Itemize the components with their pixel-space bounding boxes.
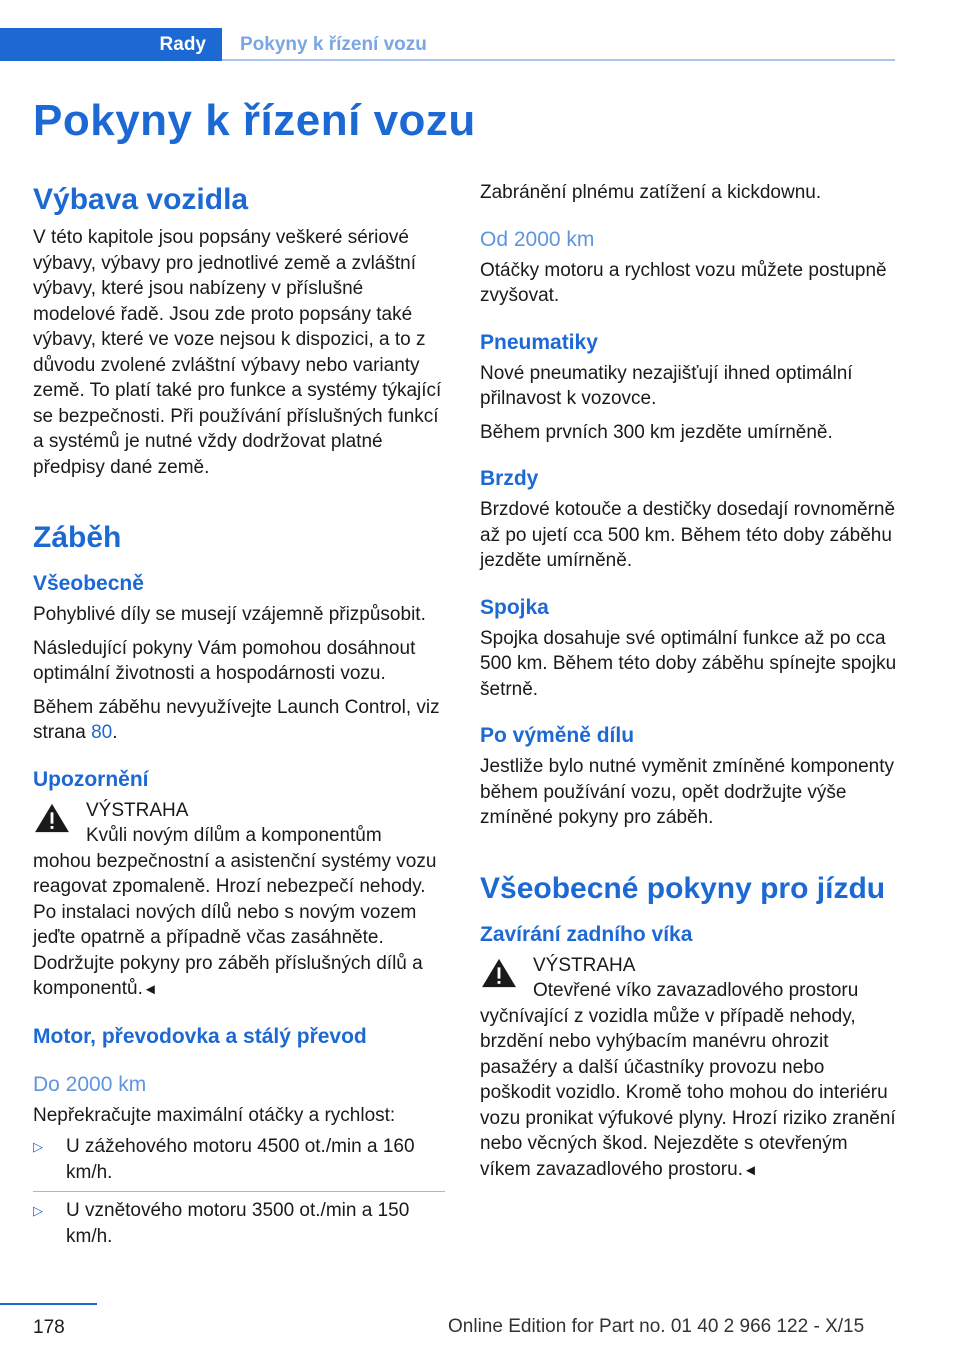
general-paragraph-1: Pohyblivé díly se musejí vzájemně přizpůsobit. (33, 604, 426, 625)
page-header (0, 28, 895, 61)
subsection-title-engine: Motor, převodovka a stálý převod (33, 1024, 367, 1048)
footer-divider (0, 1303, 97, 1305)
warning-label: VÝSTRAHA (86, 799, 189, 821)
subsection-title-tailgate: Zavírání zadního víka (480, 922, 693, 946)
subsection-title-tires: Pneumatiky (480, 330, 598, 354)
right-column (480, 180, 900, 1191)
page-title: Pokyny k řízení vozu (33, 96, 476, 145)
warning-text (33, 823, 445, 1003)
list-item (33, 1128, 445, 1192)
list-item (33, 1192, 445, 1255)
warning-box-tailgate (480, 953, 900, 1184)
warning-triangle-icon (480, 957, 518, 989)
section-title-break-in: Záběh (33, 521, 122, 554)
clutch-text: Spojka dosahuje své optimální funkce až po cca 500 km. Během této doby záběhu spínejte spojku šetrně. (480, 627, 897, 700)
subsection-title-clutch: Spojka (480, 595, 549, 619)
subsection-title-general: Všeobecně (33, 572, 144, 595)
after-replacement-text: Jestliže bylo nutné vyměnit zmíněné komponenty během používání vozu, opět dodržujte výše zmíněné pokyny pro záběh. (480, 756, 894, 828)
bullet-triangle-icon: ▷ (33, 1139, 43, 1154)
general-paragraph-2: Následující pokyny Vám pomohou dosáhnout optimální životnosti a hospodárnosti vozu. (33, 637, 416, 684)
section-title-equipment: Výbava vozidla (33, 183, 249, 216)
tires-paragraph-1: Nové pneumatiky nezajišťují ihned optimální přilnavost k vozovce. (480, 362, 853, 409)
bullet-triangle-icon: ▷ (33, 1203, 43, 1218)
tires-paragraph-2: Během prvních 300 km jezděte umírněně. (480, 421, 833, 443)
warning-text-body: Otevřené víko zavazadlového prostoru vyčnívající z vozidla může v případě nehody, brzdění nebo vyhýbacím manévru ohrozit pasažéry a další účastníky provozu nebo poškodit vozidlo. Kromě toho mohou do interiéru vozu pronikat výfukové plyny. Hrozí riziko zranění nebo věcných škod. Nejezděte s otevřeným víkem zavazadlového prostoru. (480, 980, 896, 1180)
header-tab[interactable]: Rady (0, 28, 222, 61)
subsubsection-title-from-2000km: Od 2000 km (480, 227, 595, 251)
general-paragraph-3 (33, 695, 445, 746)
breadcrumb[interactable]: Pokyny k řízení vozu (240, 34, 427, 55)
rpm-limit-list (33, 1128, 445, 1255)
list-item-text: U vznětového motoru 3500 ot./min a 150 km/h. (66, 1200, 410, 1247)
page-reference-link[interactable]: 80 (91, 722, 113, 743)
warning-text-body: Kvůli novým dílům a komponentům mohou bezpečnostní a asistenční systémy vozu reagovat zpomaleně. Hrozí nebezpečí nehody. Po instalaci nových dílů nebo s novým vozem jeďte opatrně a případně včas zasáhněte. Dodržujte pokyny pro záběh příslušných dílů a komponentů. (33, 825, 437, 999)
sentence-end: . (112, 722, 118, 743)
launch-control-text: Během záběhu nevyužívejte Launch Control, viz strana (33, 696, 440, 743)
engine-intro: Nepřekračujte maximální otáčky a rychlost: (33, 1104, 396, 1126)
subsubsection-title-to-2000km: Do 2000 km (33, 1072, 147, 1096)
warning-label: VÝSTRAHA (533, 954, 636, 976)
header-divider (222, 59, 895, 61)
page-number: 178 (33, 1317, 65, 1338)
left-column (33, 180, 445, 1255)
warning-box-break-in (33, 798, 445, 1003)
subsection-title-after-replacement: Po výměně dílu (480, 724, 635, 747)
end-mark-icon: ◄ (142, 981, 158, 998)
subsection-title-notice: Upozornění (33, 767, 149, 791)
kickdown-paragraph: Zabránění plnému zatížení a kickdownu. (480, 182, 822, 203)
edition-footer: Online Edition for Part no. 01 40 2 966 122 - X/15 (448, 1316, 865, 1337)
warning-triangle-icon (33, 802, 71, 834)
end-mark-icon: ◄ (742, 1161, 758, 1179)
subsection-title-brakes: Brzdy (480, 467, 539, 490)
section-title-driving-tips: Všeobecné pokyny pro jízdu (480, 871, 886, 905)
equipment-text: V této kapitole jsou popsány veškeré sériové výbavy, výbavy pro jednotlivé země a zvláštní výbavy, které jsou nabízeny v příslušné modelové řadě. Jsou zde proto popsány také výbavy, které ve voze nejsou k dispozici, a to z důvodu zvolené zvláštní výbavy nebo varianty země. To platí také pro funkce a systémy týkající se bezpečnosti. Při používání příslušných funkcí a systémů je nutné vždy dodržovat platné předpisy dané země. (33, 227, 442, 478)
warning-text (480, 978, 900, 1183)
from-2000km-text: Otáčky motoru a rychlost vozu můžete postupně zvyšovat. (480, 259, 887, 306)
brakes-text: Brzdové kotouče a destičky dosedají rovnoměrně až po ujetí cca 500 km. Během této doby záběhu jezděte umírněně. (480, 499, 896, 571)
list-item-text: U zážehového motoru 4500 ot./min a 160 km/h. (66, 1136, 415, 1183)
